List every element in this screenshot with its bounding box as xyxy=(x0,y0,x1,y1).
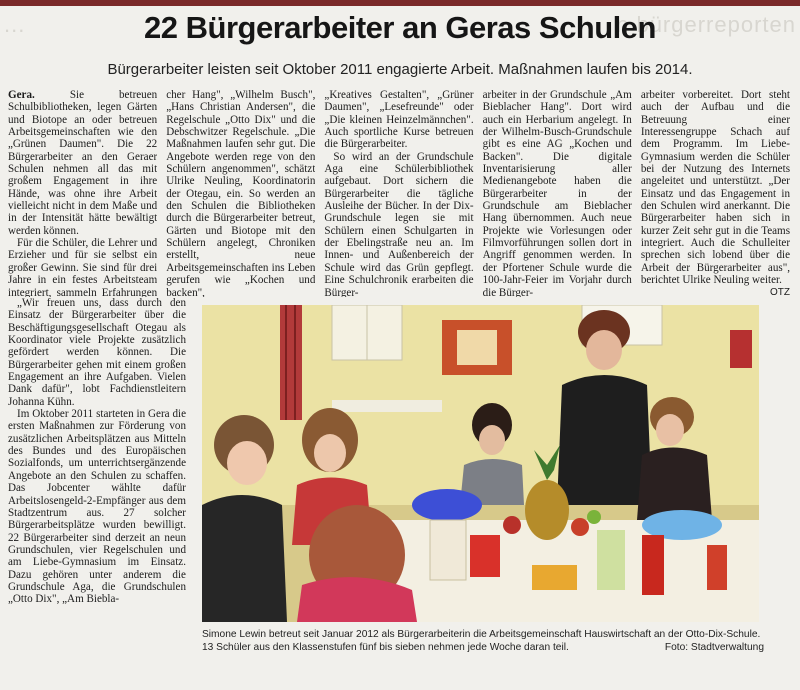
dateline: Gera. xyxy=(8,89,35,101)
paragraph: cher Hang", „Wilhelm Busch", „Hans Christian Andersen", die Regelschule „Otto Dix" und die Debschwitzer Regelschule. „Die Maßnahmen laufen sehr gut. Die Angebote werden rege von den Schülern angenommen", schätzt Ulrike Neuling, Koordinatorin der Otegau, ein. So werden an den Schulen die Bibliotheken durch die Bürgerarbeiter betreut, Gärten und Biotope mit den Schülern angelegt, Chroniken erstellt, neue Arbeitsgemeinschaften ins Leben gerufen wie „Kochen und backen", xyxy=(166,89,316,297)
column-5 xyxy=(641,89,790,297)
column-4 xyxy=(483,89,632,297)
ghost-left: ... xyxy=(4,12,26,37)
article-subheadline: Bürgerarbeiter leisten seit Oktober 2011 engagierte Arbeit. Maßnahmen laufen bis 2014. xyxy=(107,61,693,78)
photo-illustration xyxy=(202,305,759,622)
paragraph: Im Oktober 2011 starteten in Gera die ersten Maßnahmen zur Förderung von zusätzlichen Arbeitsplätzen aus Mitteln des Bundes und des Europäischen Sozialfonds, um unterrichtsergänzende Angebote an den Schulen zu schaffen. Das Jobcenter wählte dafür Arbeitslosengeld-2-Empfänger aus dem Stadtzentrum aus. 27 solcher Bürgerarbeitsplätze wurden bewilligt. 22 Bürgerarbeiter sind derzeit an neun Grundschulen, vier Regelschulen und am Liebe-Gymnasium im Einsatz. Dazu gehören unter anderem die Grundschule Aga, die Grundschulen „Otto Dix", „Am Biebla- xyxy=(8,408,186,606)
paragraph: So wird an der Grundschule Aga eine Schülerbibliothek aufgebaut. Dort sichern die Bürgerarbeiter die tägliche Ausleihe der Bücher. In der Dix-Grundschule legen sie mit Schülern einen Schulgarten in der Ebelingstraße neu an. Im Innen- und Außenbereich der Schule wird das Grün gepflegt. Eine Schulchronik erarbeiten die Bürger- xyxy=(324,150,474,297)
photo-credit: Foto: Stadtverwaltung xyxy=(664,642,764,653)
ghost-right: n bürgerreporten xyxy=(616,12,796,37)
column-2 xyxy=(166,89,315,297)
article-photo xyxy=(202,305,759,622)
photo-caption xyxy=(202,628,764,654)
paragraph: „Wir freuen uns, dass durch den Einsatz der Bürgerarbeiter über die Beschäftigungsgesellschaft Otegau als Koordinator viele Projekte zusätzlich gefördert werden können. Die Bürgerarbeiter gehen mit einem großen Engagement an ihre Aufgaben. Vielen Dank dafür", lobt Fachdienstleitern Johanna Kühn. xyxy=(8,297,186,408)
caption-line-2-row xyxy=(202,641,764,654)
top-rule xyxy=(0,0,800,6)
column-3 xyxy=(324,89,473,297)
caption-line-2: 13 Schüler aus den Klassenstufen fünf bis sieben nehmen jede Woche daran teil. xyxy=(202,642,569,653)
paragraph: Für die Schüler, die Lehrer und Erzieher und für sie selbst ein großer Gewinn. Sie sind für drei Jahre in ein festes Arbeitsteam integriert, sammeln Erfahrungen xyxy=(8,237,158,297)
paragraph: arbeiter in der Grundschule „Am Bieblacher Hang". Dort wird auch ein Herbarium angelegt. In der Wilhelm-Busch-Grundschule gibt es eine AG „Kochen und Backen". Die digitale Inventarisierung aller Medienangebote haben die Bürgerarbeiter in der Grundschule am Bieblacher Hang übernommen. Auch neue Projekte wie Vorlesungen oder Filmvorführungen sollen dort in Angriff genommen werden. In der Pfortener Schule wurde die 100-Jahr-Feier im Vorjahr durch die Bürger- xyxy=(482,89,632,297)
paragraph: arbeiter vorbereitet. Dort steht auch der Aufbau und die Betreuung einer Interessengruppe Schach auf dem Programm. Im Liebe-Gymnasium werden die Schüler bei der Nutzung des Internets angeleitet und unterstützt. „Der Einsatz und das Engagement in den Schulen wird anerkannt. Die Bürgerarbeiter haben sich in kurzer Zeit sehr gut in die Teams integriert. Auch die Schulleiter sprechen sich lobend über die Arbeit der Bürgerarbeiter aus", berichtet Ulrike Neuling weiter. xyxy=(640,89,791,287)
signature: OTZ xyxy=(770,286,791,297)
caption-line-1: Simone Lewin betreut seit Januar 2012 als Bürgerarbeiterin die Arbeitsgemeinschaft Hauswirtschaft an der Otto-Dix-Schule. xyxy=(202,629,761,640)
paragraph xyxy=(8,89,157,237)
paragraph: „Kreatives Gestalten", „Grüner Daumen", „Lesefreunde" oder „Die kleinen Heinzelmännchen". Auch sportliche Kurse betreuen die Bürgerarbeiter. xyxy=(324,89,474,151)
column-1-continued xyxy=(8,297,186,675)
column-1 xyxy=(8,89,157,297)
article-columns xyxy=(8,89,790,297)
article-headline: 22 Bürgerarbeiter an Geras Schulen xyxy=(144,10,656,45)
paragraph-text: Sie betreuen Schulbibliotheken, legen Gärten und Biotope an oder betreuen Arbeitsgemeinschaften wie den „Grünen Daumen". Die 22 Bürgerarbeiter an den Geraer Schulen nehmen all das mit großem Engagement in ihre Hände, was ohne ihre Arbeit vielleicht nicht in dem Maße und in der Intensität hätte bewältigt werden können. xyxy=(8,89,158,237)
